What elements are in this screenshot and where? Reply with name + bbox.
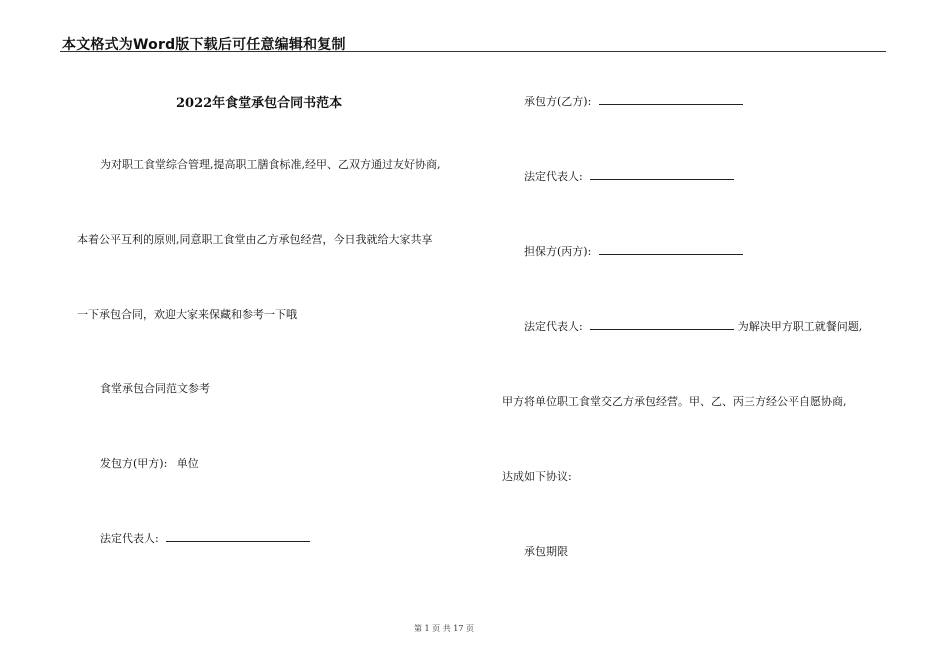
paragraph-intro-line3: 一下承包合同，欢迎大家来保藏和参考一下哦 xyxy=(77,308,297,321)
party-b-rep-blank[interactable] xyxy=(590,170,734,180)
party-b-rep-label: 法定代表人: xyxy=(524,170,583,183)
party-b-label: 承包方(乙方): xyxy=(524,95,592,108)
document-title: 2022年食堂承包合同书范本 xyxy=(176,96,343,111)
header-title: 本文格式为Word版下载后可任意编辑和复制 xyxy=(62,37,346,53)
paragraph-agreement: 甲方将单位职工食堂交乙方承包经营。甲、乙、丙三方经公平自愿协商, xyxy=(502,395,847,408)
paragraph-intro-line2: 本着公平互利的原则,同意职工食堂由乙方承包经营，今日我就给大家共享 xyxy=(77,233,433,246)
guarantor-rep-line xyxy=(524,318,862,334)
guarantor-rep-suffix: 为解决甲方职工就餐问题, xyxy=(737,320,863,333)
guarantor-rep-blank[interactable] xyxy=(590,320,734,330)
party-a-label: 发包方(甲方): xyxy=(100,457,168,470)
party-b-blank[interactable] xyxy=(599,95,743,105)
party-b-rep-line xyxy=(524,168,734,184)
party-a-line xyxy=(100,455,199,471)
party-a-rep-blank[interactable] xyxy=(166,532,310,542)
section-heading: 食堂承包合同范文参考 xyxy=(100,382,210,395)
party-a-rep-line xyxy=(100,530,310,546)
guarantor-line xyxy=(524,243,743,259)
paragraph-intro-line1: 为对职工食堂综合管理,提高职工膳食标准,经甲、乙双方通过友好协商, xyxy=(100,158,441,171)
party-a-value: 单位 xyxy=(176,457,199,470)
paragraph-reached: 达成如下协议: xyxy=(502,470,572,483)
guarantor-rep-label: 法定代表人: xyxy=(524,320,583,333)
party-b-line xyxy=(524,93,743,109)
party-a-rep-label: 法定代表人: xyxy=(100,532,159,545)
page-footer: 第 1 页 共 17 页 xyxy=(414,624,474,633)
header-rule xyxy=(60,51,886,52)
term-heading: 承包期限 xyxy=(524,545,568,558)
guarantor-label: 担保方(丙方): xyxy=(524,245,592,258)
guarantor-blank[interactable] xyxy=(599,245,743,255)
